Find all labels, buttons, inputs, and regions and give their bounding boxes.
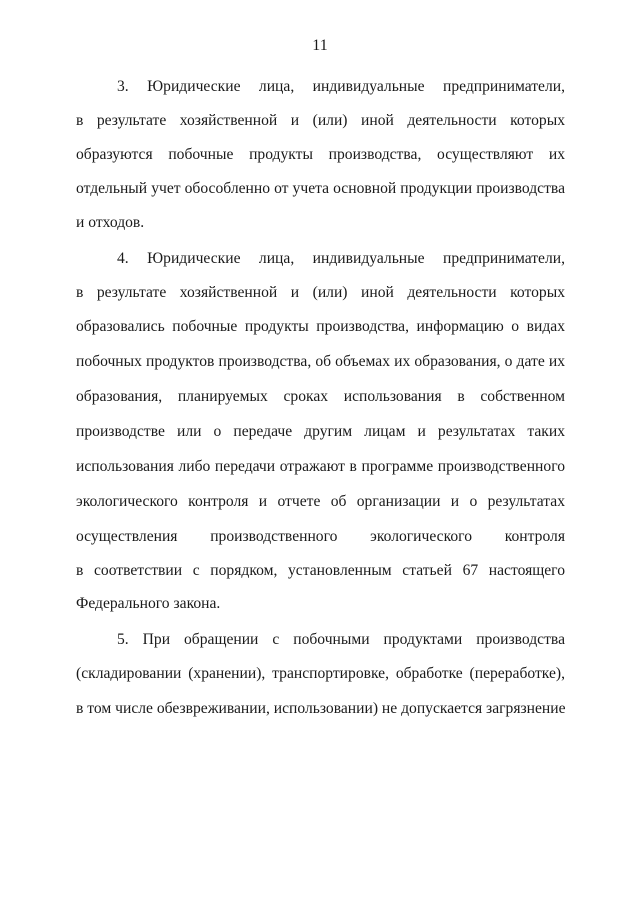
paragraph-line: образовались побочные продукты производства, информацию о видах [76,318,565,335]
paragraph-line: в результате хозяйственной и (или) иной деятельности которых [76,112,565,129]
paragraph-line: 4. Юридические лица, индивидуальные предприниматели, [117,250,565,267]
paragraph-line: в том числе обезвреживании, использовании) не допускается загрязнение [76,700,566,717]
paragraph-line: осуществления производственного экологического контроля [76,528,565,545]
paragraph-line: 3. Юридические лица, индивидуальные предприниматели, [117,78,565,95]
paragraph-line: производстве или о передаче другим лицам и результатах таких [76,423,565,440]
paragraph-line: побочных продуктов производства, об объемах их образования, о дате их [76,353,565,370]
paragraph-line: образуются побочные продукты производства, осуществляют их [76,146,565,163]
paragraph-line: (складировании (хранении), транспортировке, обработке (переработке), [76,665,565,682]
paragraph-line: образования, планируемых сроках использования в собственном [76,388,565,405]
paragraph-line: использования либо передачи отражают в программе производственного [76,458,565,475]
paragraph-line: отдельный учет обособленно от учета основной продукции производства [76,180,565,197]
paragraph-line: 5. При обращении с побочными продуктами производства [117,631,565,648]
paragraph-line: в соответствии с порядком, установленным статьей 67 настоящего [76,562,565,579]
paragraph-line: Федерального закона. [76,595,221,612]
paragraph-line: экологического контроля и отчете об организации и о результатах [76,493,565,510]
paragraph-line: в результате хозяйственной и (или) иной деятельности которых [76,284,565,301]
paragraph-line: и отходов. [76,214,145,231]
page-number: 11 [312,37,328,54]
